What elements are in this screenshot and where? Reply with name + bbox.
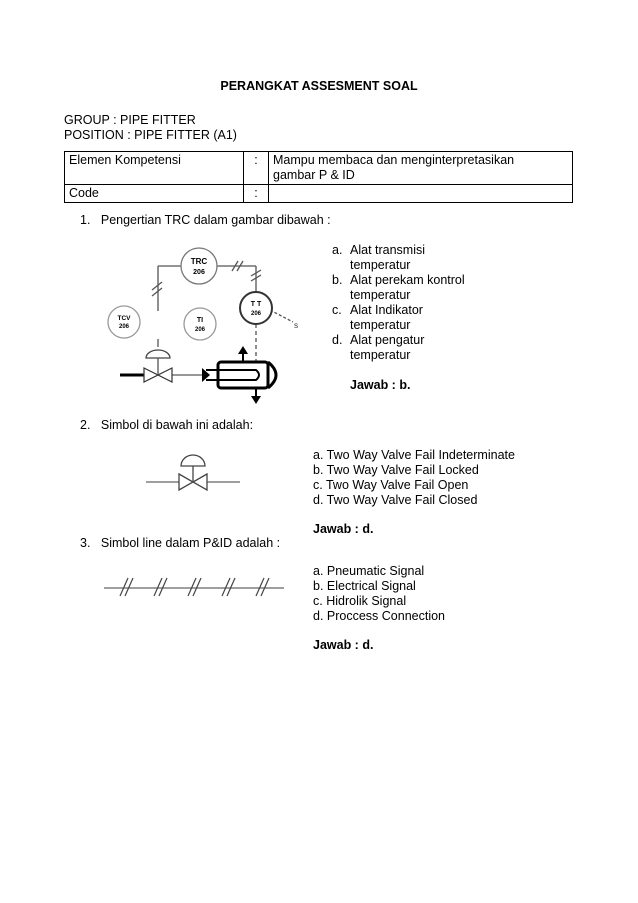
table-cell-value bbox=[269, 185, 573, 203]
option-text: temperatur bbox=[350, 318, 411, 332]
option-letter: d. bbox=[332, 333, 343, 347]
list-item: c. Two Way Valve Fail Open bbox=[313, 478, 469, 492]
trc-label: TRC bbox=[190, 257, 208, 266]
question-1 bbox=[80, 213, 331, 227]
option-letter: c. bbox=[332, 303, 342, 317]
capillary-line bbox=[270, 310, 293, 322]
tcv-number: 206 bbox=[118, 324, 130, 330]
inlet-arrow-icon bbox=[238, 346, 248, 354]
table-cell-value bbox=[269, 152, 573, 185]
q3-answer: Jawab : d. bbox=[313, 638, 374, 652]
competency-table bbox=[64, 151, 573, 203]
ti-number: 206 bbox=[194, 327, 206, 333]
list-item: c. Hidrolik Signal bbox=[313, 594, 407, 608]
page-title: PERANGKAT ASSESMENT SOAL bbox=[220, 79, 418, 93]
tt-label: T T bbox=[250, 301, 262, 308]
question-number: 3. bbox=[80, 536, 91, 550]
q2-options bbox=[313, 448, 573, 537]
ti-bubble bbox=[184, 308, 216, 340]
question-text: Simbol line dalam P&ID adalah : bbox=[100, 536, 281, 550]
competency-line-2: gambar P & ID bbox=[273, 168, 355, 182]
list-item bbox=[332, 273, 532, 303]
list-item bbox=[332, 333, 532, 363]
table-cell-label: Code bbox=[65, 185, 244, 203]
option-text: Alat transmisi bbox=[350, 243, 426, 257]
actuator-dome-icon bbox=[181, 455, 205, 466]
question-3 bbox=[80, 536, 280, 550]
list-item bbox=[332, 303, 532, 333]
list-item bbox=[332, 243, 532, 273]
heat-exchanger bbox=[218, 362, 268, 388]
option-text: temperatur bbox=[350, 348, 411, 362]
option-letter: a. bbox=[332, 243, 343, 257]
list-item: b. Electrical Signal bbox=[313, 579, 416, 593]
outlet-arrow-icon bbox=[251, 396, 261, 404]
electrical-signal-line-symbol bbox=[104, 572, 284, 602]
competency-line-1: Mampu membaca dan menginterpretasikan bbox=[273, 153, 515, 167]
tt-bubble bbox=[240, 292, 272, 324]
trc-number: 206 bbox=[193, 269, 205, 276]
p-and-id-diagram bbox=[98, 238, 310, 410]
table-cell-sep: : bbox=[244, 185, 269, 203]
table-cell-label: Elemen Kompetensi bbox=[65, 152, 244, 185]
question-text: Simbol di bawah ini adalah: bbox=[100, 418, 254, 432]
option-text: temperatur bbox=[350, 258, 411, 272]
tcv-bubble bbox=[108, 306, 140, 338]
question-number: 1. bbox=[80, 213, 91, 227]
option-letter: b. bbox=[332, 273, 343, 287]
trc-bubble bbox=[181, 248, 217, 284]
s-label: S bbox=[294, 324, 299, 330]
list-item: b. Two Way Valve Fail Locked bbox=[313, 463, 479, 477]
group-line: GROUP : PIPE FITTER bbox=[64, 113, 196, 127]
table-row bbox=[65, 152, 573, 185]
question-2 bbox=[80, 418, 253, 432]
q1-options bbox=[332, 243, 532, 393]
list-item: a. Pneumatic Signal bbox=[313, 564, 425, 578]
valve-symbol bbox=[146, 448, 240, 494]
option-text: Alat perekam kontrol bbox=[350, 273, 465, 287]
list-item: d. Two Way Valve Fail Closed bbox=[313, 493, 478, 507]
list-item: a. Two Way Valve Fail Indeterminate bbox=[313, 448, 515, 462]
ti-label: TI bbox=[196, 317, 204, 324]
q2-answer: Jawab : d. bbox=[313, 522, 374, 536]
table-row bbox=[65, 185, 573, 203]
option-text: Alat Indikator bbox=[350, 303, 423, 317]
option-text: Alat pengatur bbox=[350, 333, 425, 347]
question-text: Pengertian TRC dalam gambar dibawah : bbox=[100, 213, 331, 227]
table-cell-sep: : bbox=[244, 152, 269, 185]
option-text: temperatur bbox=[350, 288, 411, 302]
position-line: POSITION : PIPE FITTER (A1) bbox=[64, 128, 237, 142]
tcv-label: TCV bbox=[117, 315, 131, 322]
actuator-dome bbox=[146, 350, 170, 358]
list-item: d. Proccess Connection bbox=[313, 609, 446, 623]
tt-number: 206 bbox=[250, 311, 262, 317]
q3-options bbox=[313, 564, 573, 653]
question-number: 2. bbox=[80, 418, 91, 432]
q1-answer: Jawab : b. bbox=[350, 378, 411, 392]
